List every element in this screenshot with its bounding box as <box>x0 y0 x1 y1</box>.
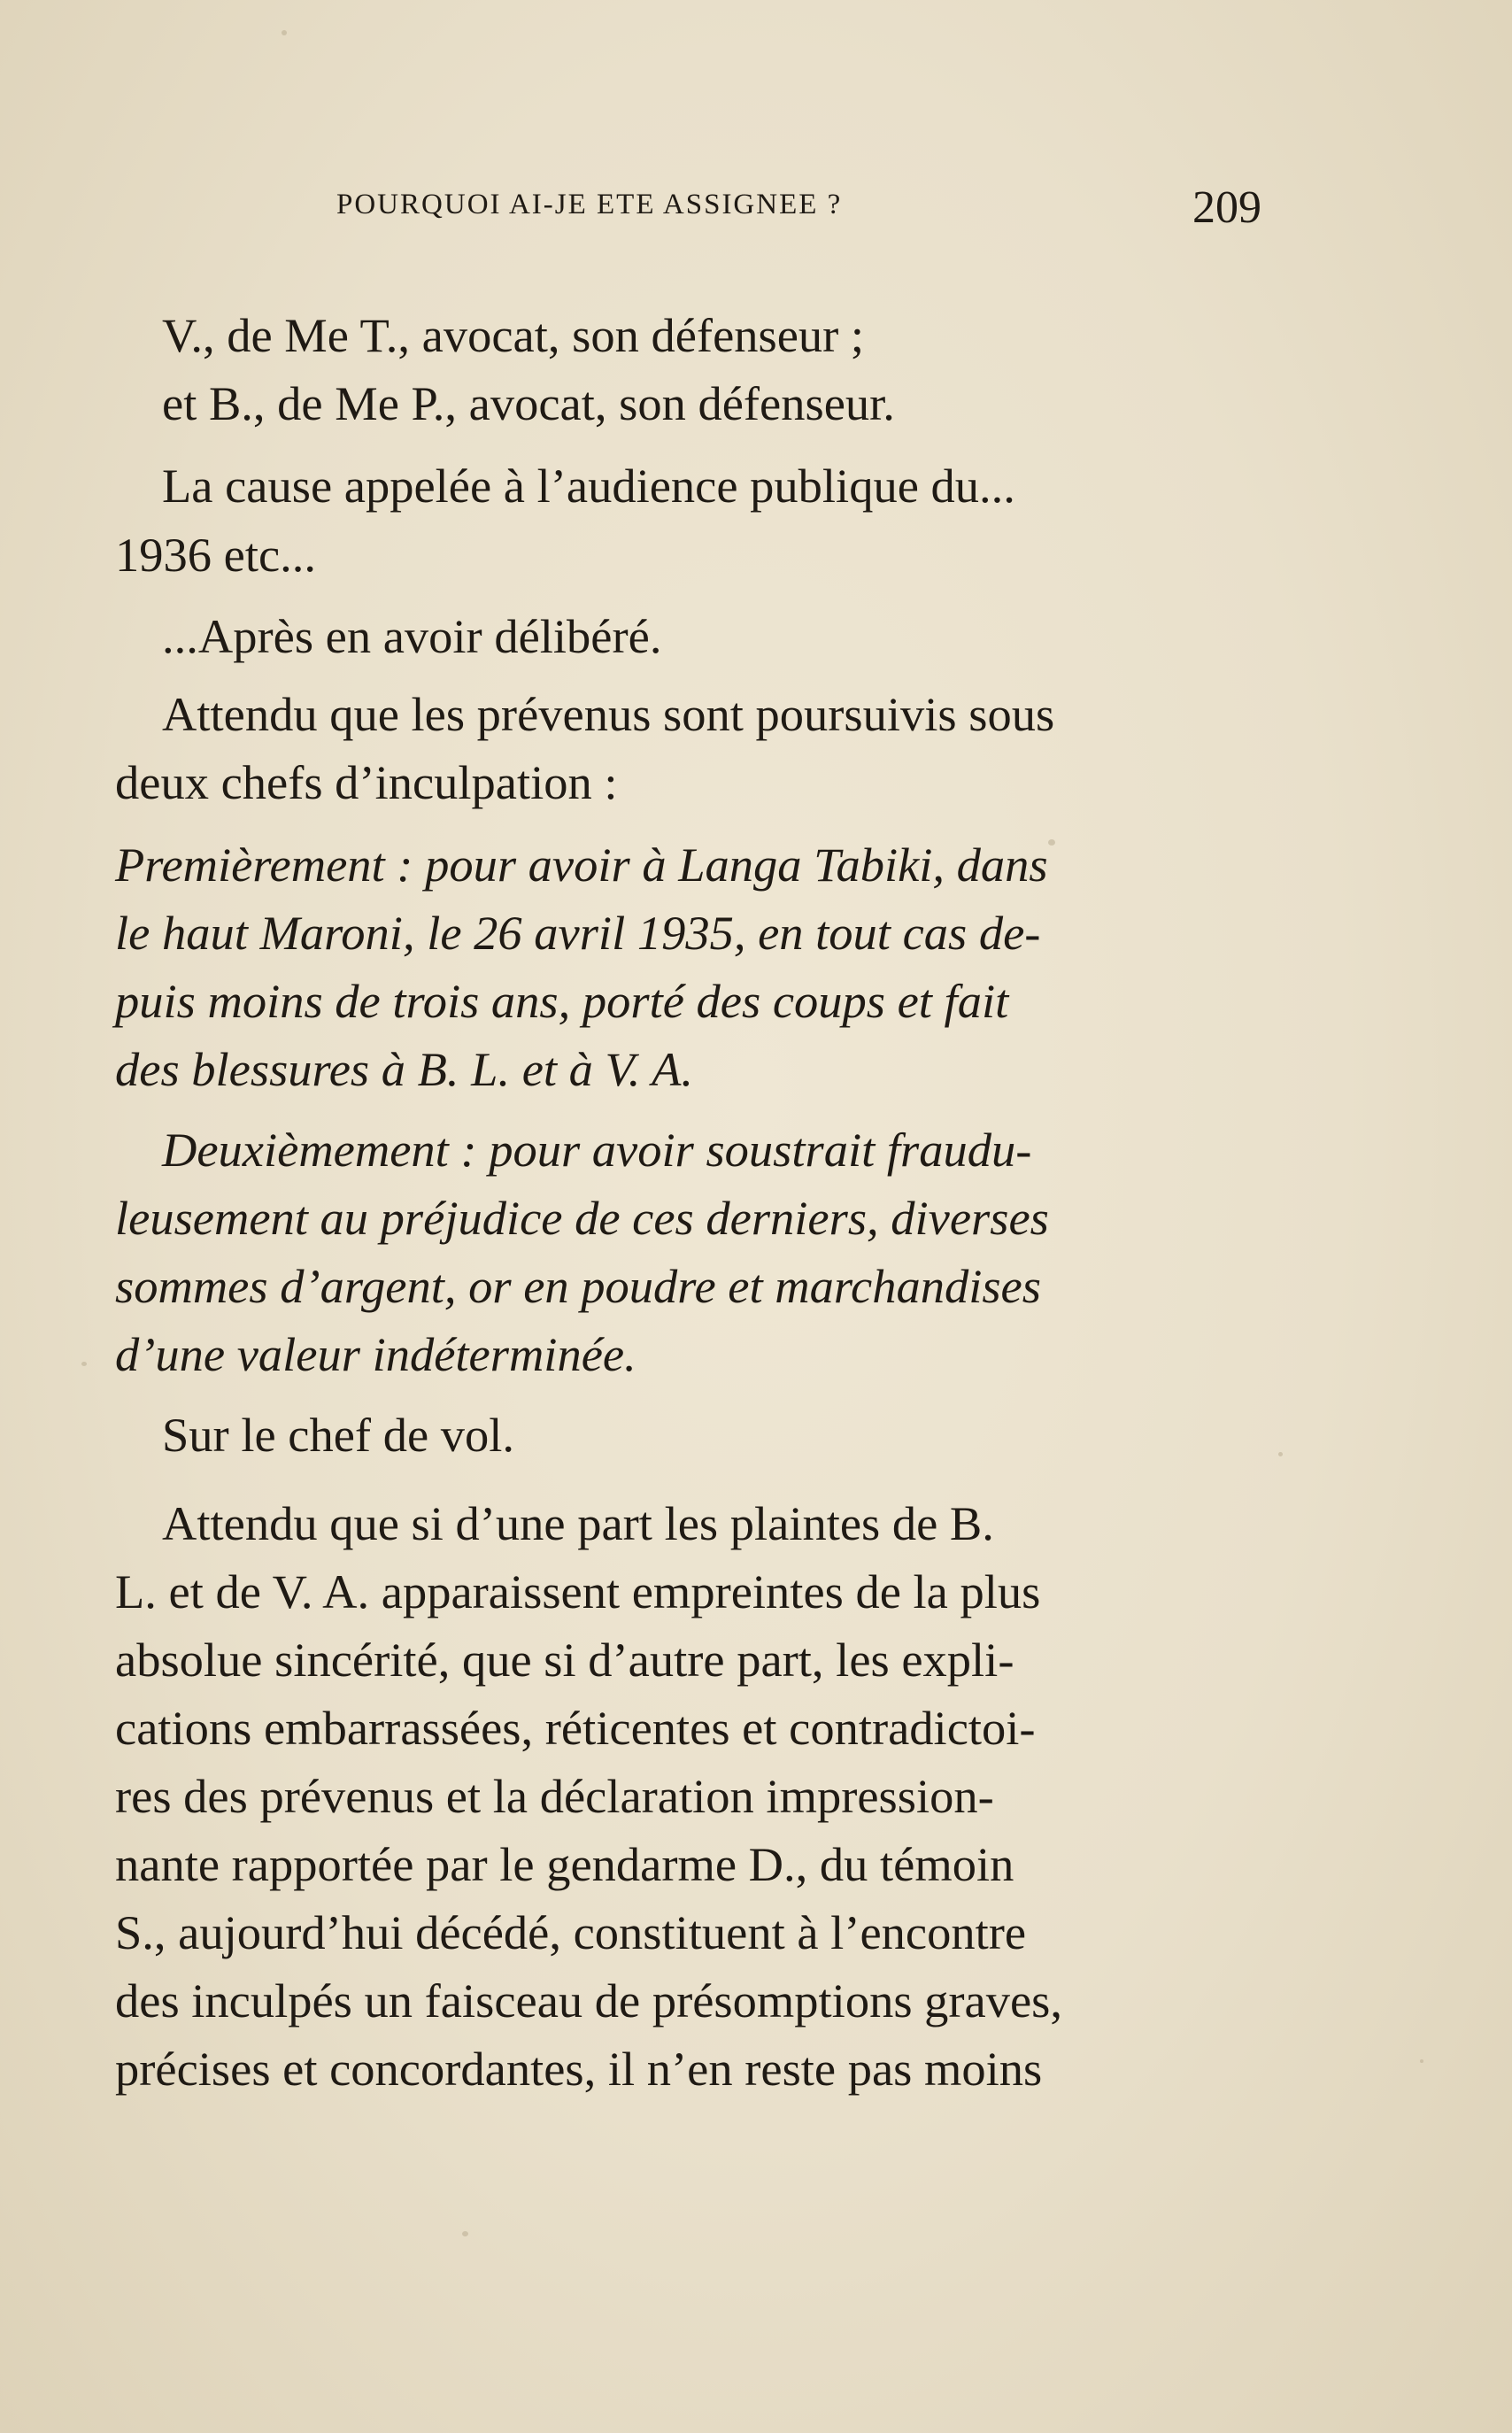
body-line-text: cations embarrassées, réticentes et contradictoi- <box>115 1701 1036 1755</box>
body-line-text: Premièrement : pour avoir à Langa Tabiki, dans <box>115 838 1048 892</box>
paper-speck <box>1420 2059 1423 2063</box>
body-line-text: sommes d’argent, or en poudre et marchandises <box>115 1259 1041 1313</box>
paper-speck <box>282 30 287 35</box>
body-line-text: des inculpés un faisceau de présomptions graves, <box>115 1973 1063 2028</box>
body-line-text: deux chefs d’inculpation : <box>115 755 618 809</box>
paper-speck <box>1278 1452 1283 1456</box>
body-line-text: 1936 etc... <box>115 528 317 582</box>
paper-speck <box>462 2231 468 2236</box>
body-line-text: res des prévenus et la déclaration impression- <box>115 1769 994 1823</box>
body-line-text: nante rapportée par le gendarme D., du témoin <box>115 1837 1014 1891</box>
body-line-text: Deuxièmement : pour avoir soustrait fraudu- <box>162 1123 1032 1177</box>
page-header <box>336 182 1261 235</box>
body-line-text: S., aujourd’hui décédé, constituent à l’encontre <box>115 1905 1027 1959</box>
body-line-text: L. et de V. A. apparaissent empreintes de la plus <box>115 1564 1041 1618</box>
body-line-text: puis moins de trois ans, porté des coups et fait <box>115 974 1009 1028</box>
body-line-text: ...Après en avoir délibéré. <box>162 609 662 663</box>
paper-speck <box>81 1362 87 1366</box>
body-line-text: Attendu que les prévenus sont poursuivis sous <box>162 687 1055 741</box>
paper-speck <box>1048 839 1055 846</box>
body-line-text: Sur le chef de vol. <box>162 1408 515 1462</box>
body-line-text: Attendu que si d’une part les plaintes de B. <box>162 1496 994 1550</box>
body-line-text: le haut Maroni, le 26 avril 1935, en tout cas de- <box>115 906 1041 960</box>
running-head: POURQUOI AI-JE ETE ASSIGNEE ? <box>336 189 843 220</box>
body-line-text: V., de Me T., avocat, son défenseur ; <box>162 308 865 362</box>
body-line-text: La cause appelée à l’audience publique du... <box>162 459 1015 513</box>
body-line-text: leusement au préjudice de ces derniers, diverses <box>115 1191 1049 1245</box>
body-line-text: d’une valeur indéterminée. <box>115 1327 636 1381</box>
body-line-text: absolue sincérité, que si d’autre part, les expli- <box>115 1633 1014 1687</box>
page-number: 209 <box>1192 182 1261 233</box>
body-line-text: et B., de Me P., avocat, son défenseur. <box>162 376 895 430</box>
body-line-text: des blessures à B. L. et à V. A. <box>115 1042 693 1096</box>
body-line-text: précises et concordantes, il n’en reste pas moins <box>115 2042 1043 2096</box>
